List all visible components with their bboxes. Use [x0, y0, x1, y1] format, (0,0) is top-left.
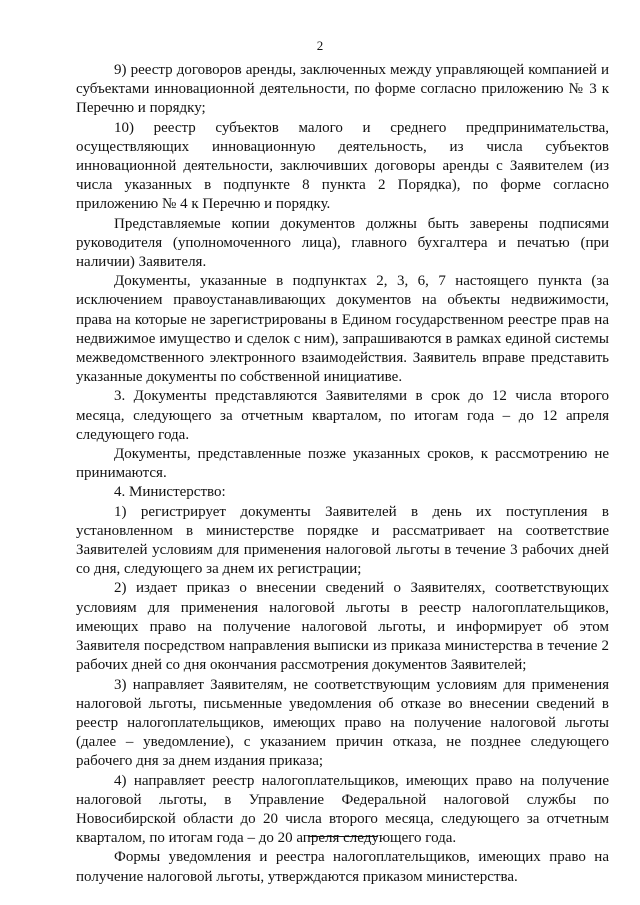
- page-number: 2: [316, 38, 324, 53]
- body-text: [76, 61, 609, 887]
- paragraph-forms-approval: Формы уведомления и реестра налогоплательщиков, имеющих право на получение налоговой льготы, утверждаются приказом министерства.: [76, 849, 609, 885]
- paragraph-clause-3: 3. Документы представляются Заявителями в срок до 12 числа второго месяца, следующего за отчетным кварталом, по итогам года – до 12 апреля следующего года.: [76, 388, 609, 443]
- paragraph-copies-certification: Представляемые копии документов должны быть заверены подписями руководителя (уполномоченного лица), главного бухгалтера и печатью (при наличии) Заявителя.: [76, 215, 609, 271]
- paragraph-clause-4-item-2: 2) издает приказ о внесении сведений о Заявителях, соответствующих условиям для применения налоговой льготы в реестр налогоплательщиков, имеющих право на получение налоговой льготы, и информирует об этом Заявителя посредством направления выписки из приказа министерства в течение 2 рабочих дней со дня окончания рассмотрения документов Заявителей;: [76, 580, 609, 674]
- paragraph-clause-4-item-1: 1) регистрирует документы Заявителей в день их поступления в установленном в министерстве порядке и рассматривает на соответствие Заявителей условиям для применения налоговой льготы в течение 3 рабочих дней со дня, следующего за днем их регистрации;: [76, 503, 609, 578]
- paragraph-item-10: 10) реестр субъектов малого и среднего предпринимательства, осуществляющих инновационную деятельность, из числа субъектов инновационной деятельности, заключивших договоры аренды с Заявителем (из числа указанных в подпункте 8 пункта 2 Порядка), по форме согласно приложению № 4 к Перечню и порядку.: [76, 119, 609, 213]
- paragraph-item-9: 9) реестр договоров аренды, заключенных между управляющей компанией и субъектами инновационной деятельности, по форме согласно приложению № 3 к Перечню и порядку;: [76, 62, 609, 117]
- paragraph-clause-4-item-4: 4) направляет реестр налогоплательщиков, имеющих право на получение налоговой льготы, в Управление Федеральной налоговой службы по Новосибирской области до 20 числа второго месяца, следующего за отчетным кварталом, по итогам года – до 20 апреля следующего года.: [76, 772, 609, 847]
- paragraph-late-documents: Документы, представленные позже указанных сроков, к рассмотрению не принимаются.: [76, 446, 609, 482]
- paragraph-clause-4-item-3: 3) направляет Заявителям, не соответствующим условиям для применения налоговой льготы, письменные уведомления об отказе во внесении сведений в реестр налогоплательщиков, имеющих право на получение налоговой льготы (далее – уведомление), с указанием причин отказа, не позднее следующего рабочего дня за днем издания приказа;: [76, 676, 609, 770]
- paragraph-interagency-request: Документы, указанные в подпунктах 2, 3, 6, 7 настоящего пункта (за исключением правоустанавливающих документов на объекты недвижимости, права на которые не зарегистрированы в Едином государственном реестре прав на недвижимое имущество и сделок с ним), запрашиваются в рамках единой системы межведомственного электронного взаимодействия. Заявитель вправе представить указанные документы по собственной инициативе.: [76, 273, 609, 386]
- paragraph-clause-4-heading: 4. Министерство:: [114, 484, 226, 501]
- end-divider: [308, 836, 378, 837]
